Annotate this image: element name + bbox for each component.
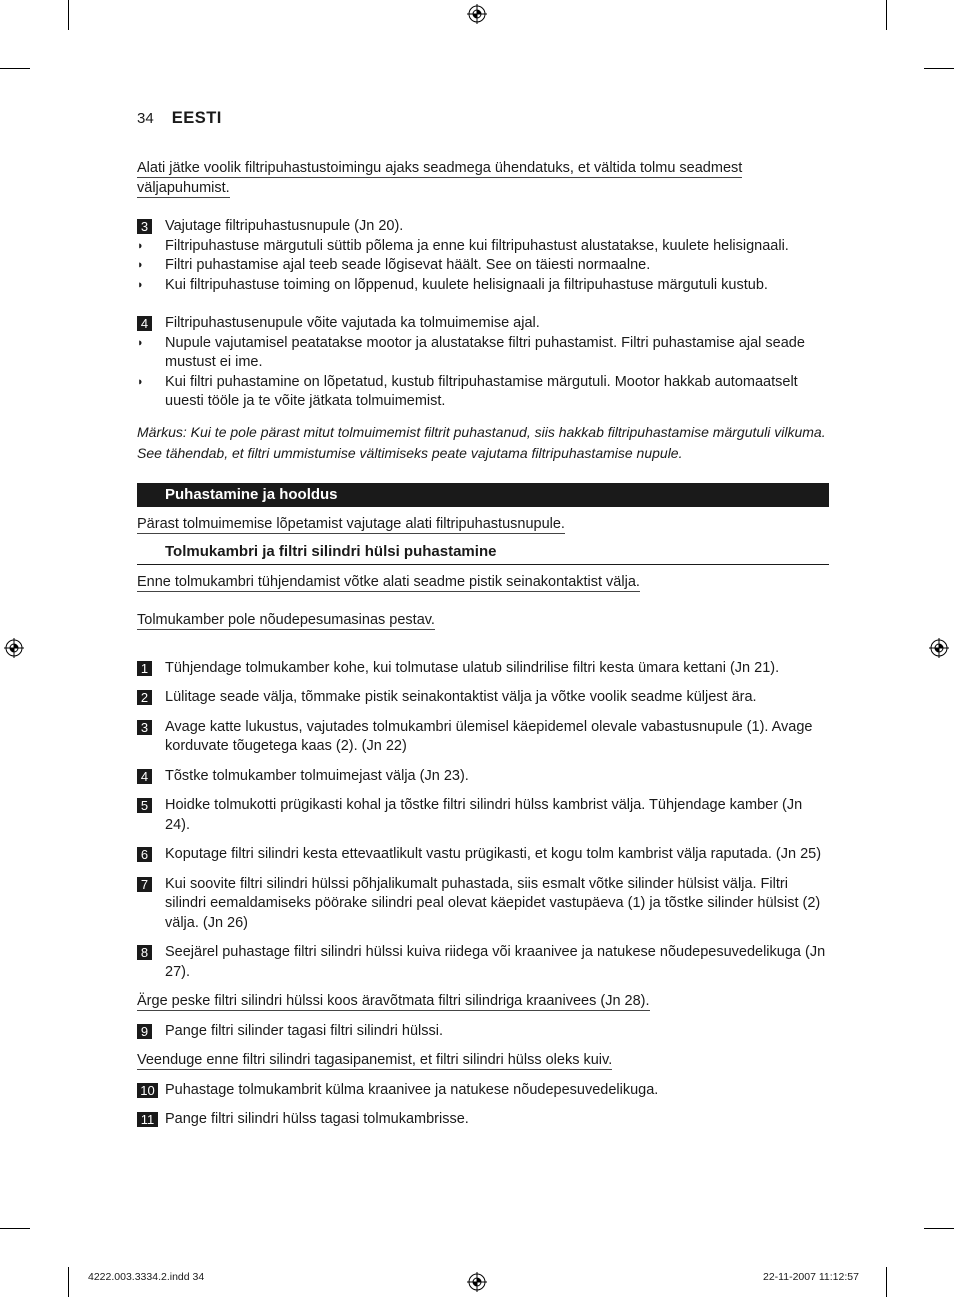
crop-mark	[886, 0, 887, 30]
registration-mark-icon	[467, 4, 487, 24]
step-number: 3	[137, 219, 152, 234]
bullet-arrow-icon: ◗	[137, 239, 144, 252]
step-text: Kui soovite filtri silindri hülssi põhjalikumalt puhastada, siis esmalt võtke silinder hülsist välja. Filtri silindri eemaldamiseks pöörake silindri peal olevat käepidet vastupäeva (1) ja tõstke silinder hülsist (2) välja. (Jn 26)	[165, 875, 821, 931]
step-item	[137, 796, 829, 835]
bullet-item: ◗ Filtripuhastuse märgutuli süttib põlema ja enne kui filtripuhastust alustatakse, kuulete helisignaali.	[137, 237, 829, 257]
bullet-item: ◗ Filtri puhastamise ajal teeb seade lõgisevat häält. See on täiesti normaalne.	[137, 256, 829, 276]
step-number: 1	[137, 661, 152, 676]
page-number: 34	[137, 110, 154, 127]
crop-mark	[0, 68, 30, 69]
footer-file-info: 4222.003.3334.2.indd 34	[88, 1271, 205, 1283]
bullet-arrow-icon: ◗	[137, 278, 144, 291]
subsection-heading: Tolmukambri ja filtri silindri hülsi puhastamine	[137, 542, 829, 565]
step-number: 9	[137, 1024, 152, 1039]
step-item	[137, 1022, 829, 1042]
step-text: Pange filtri silindri hülss tagasi tolmukambrisse.	[165, 1111, 469, 1127]
step-number: 3	[137, 720, 152, 735]
bullet-item: ◗ Nupule vajutamisel peatatakse mootor ja alustatakse filtri puhastamist. Filtri puhastamise ajal seade mustust ei ime.	[137, 334, 805, 370]
step-text: Seejärel puhastage filtri silindri hülssi kuiva riidega või kraanivee ja natukese nõudepesuvedelikuga (Jn 27).	[165, 944, 826, 980]
warning-text: Alati jätke voolik filtripuhastustoimingu ajaks seadmega ühendatuks, et vältida tolmu seadmest väljapuhumist.	[137, 160, 743, 196]
footer-datetime: 22-11-2007 11:12:57	[763, 1271, 859, 1283]
step-text: Tõstke tolmukamber tolmuimejast välja (Jn 23).	[165, 767, 469, 784]
step-text: Filtripuhastusenupule võite vajutada ka tolmuimemise ajal.	[165, 315, 540, 331]
step-item	[137, 845, 829, 865]
step-number: 7	[137, 877, 152, 892]
step-text: Koputage filtri silindri kesta ettevaatlikult vastu prügikasti, et kogu tolm kambrist välja raputada. (Jn 25)	[165, 846, 822, 862]
step-item	[137, 943, 829, 982]
step-number: 8	[137, 945, 152, 960]
bullet-item: ◗ Kui filtri puhastamine on lõpetatud, kustub filtripuhastamise märgutuli. Mootor hakkab automaatselt uuesti tööle ja te võite jätkata tolmuimemist.	[137, 373, 798, 409]
warning-text: Veenduge enne filtri silindri tagasipanemist, et filtri silindri hülss oleks kuiv.	[137, 1052, 613, 1068]
step-number: 6	[137, 847, 152, 862]
page-header	[137, 109, 222, 128]
step-number: 4	[137, 316, 152, 331]
step-text: Pange filtri silinder tagasi filtri silindri hülssi.	[165, 1022, 444, 1039]
step-item	[137, 875, 829, 934]
crop-mark	[68, 1267, 69, 1297]
bullet-item: ◗ Kui filtripuhastuse toiming on lõppenud, kuulete helisignaali ja filtripuhastuse märgutuli kustub.	[137, 276, 829, 296]
crop-mark	[886, 1267, 887, 1297]
step-item	[137, 688, 829, 708]
bullet-arrow-icon: ◗	[137, 259, 144, 271]
crop-mark	[0, 1228, 30, 1229]
warning-text: Ärge peske filtri silindri hülssi koos äravõtmata filtri silindriga kraanivees (Jn 28).	[137, 993, 650, 1009]
step-number: 4	[137, 769, 152, 784]
step-number: 10	[137, 1083, 158, 1098]
step-item	[137, 314, 829, 334]
bullet-arrow-icon: ◗	[137, 375, 144, 388]
language-title: EESTI	[171, 109, 222, 127]
crop-mark	[924, 1228, 954, 1229]
step-text: Puhastage tolmukambrit külma kraanivee ja natukese nõudepesuvedelikuga.	[165, 1081, 659, 1098]
registration-mark-icon	[4, 638, 24, 658]
step-item	[137, 217, 829, 237]
step-text: Avage katte lukustus, vajutades tolmukambri ülemisel käepidemel olevale vabastusnupule (1). Avage korduvate tõugetega kaas (2). (Jn 22)	[165, 718, 813, 754]
warning-text: Tolmukamber pole nõudepesumasinas pestav.	[137, 612, 435, 628]
step-text: Tühjendage tolmukamber kohe, kui tolmutase ulatub silindrilise filtri kesta ümara kettani (Jn 21).	[165, 659, 780, 676]
crop-mark	[924, 68, 954, 69]
step-text: Vajutage filtripuhastusnupule (Jn 20).	[165, 218, 404, 234]
document-body	[137, 159, 829, 1130]
step-number: 2	[137, 690, 152, 705]
step-item	[137, 1110, 829, 1130]
step-item	[137, 767, 829, 787]
step-number: 11	[137, 1112, 158, 1127]
warning-text: Pärast tolmuimemise lõpetamist vajutage alati filtripuhastusnupule.	[137, 515, 565, 532]
step-number: 5	[137, 798, 152, 813]
step-item	[137, 718, 829, 757]
step-text: Lülitage seade välja, tõmmake pistik seinakontaktist välja ja võtke voolik seadme küljest ära.	[165, 689, 757, 705]
bullet-arrow-icon: ◗	[137, 336, 144, 349]
crop-mark	[68, 0, 69, 30]
section-heading: Puhastamine ja hooldus	[137, 483, 829, 507]
registration-mark-icon	[929, 638, 949, 658]
step-item	[137, 659, 829, 679]
step-item	[137, 1081, 829, 1101]
note-text: Märkus: Kui te pole pärast mitut tolmuimemist filtrit puhastanud, siis hakkab filtripuhastamise märgutuli vilkuma. See tähendab, et filtri ummistumise vältimiseks peate vajutama filtripuhastamise nupule.	[137, 423, 826, 461]
registration-mark-icon	[467, 1272, 487, 1292]
warning-text: Enne tolmukambri tühjendamist võtke alati seadme pistik seinakontaktist välja.	[137, 573, 640, 590]
step-text: Hoidke tolmukotti prügikasti kohal ja tõstke filtri silindri hülss kambrist välja. Tühjendage kamber (Jn 24).	[165, 797, 803, 833]
